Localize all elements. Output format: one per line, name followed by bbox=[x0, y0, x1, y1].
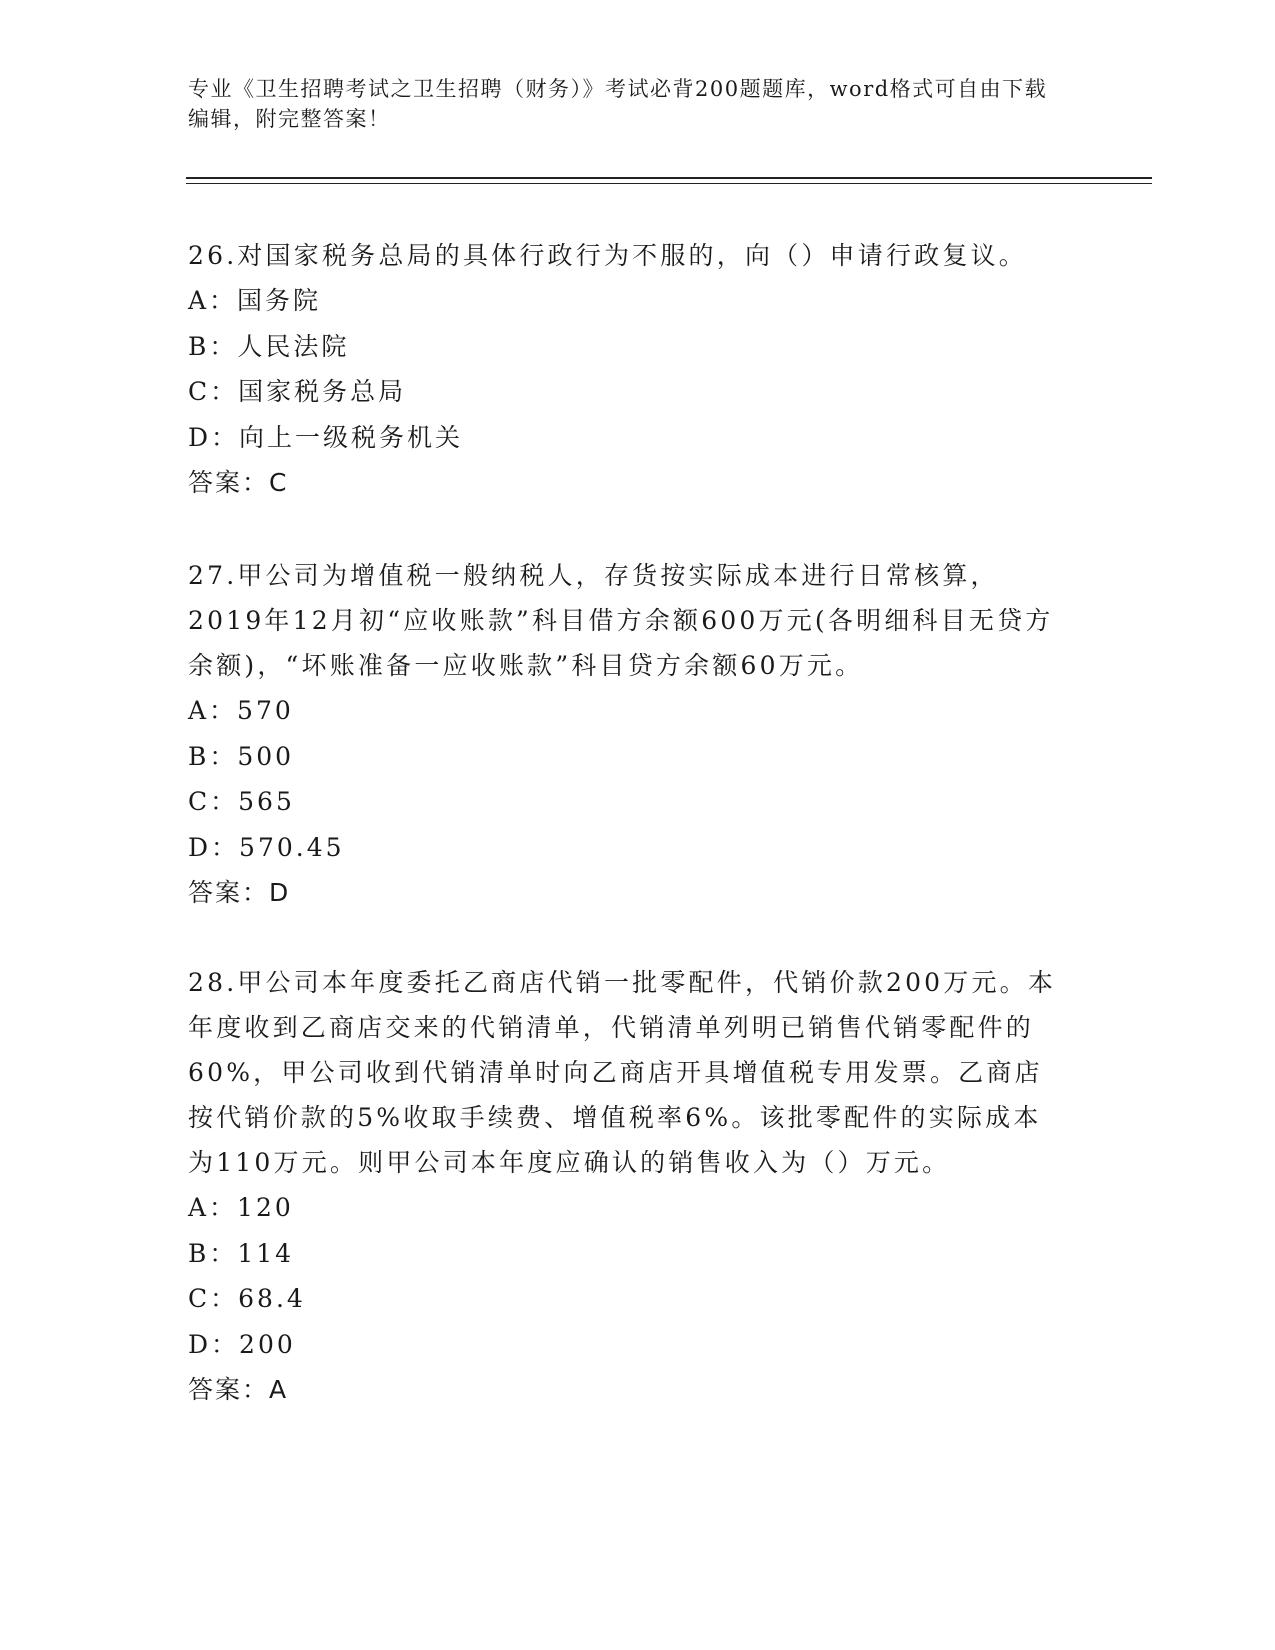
option-c: C：565 bbox=[188, 787, 295, 816]
answer: 答案：D bbox=[188, 878, 291, 907]
header-divider-thin bbox=[186, 183, 1152, 184]
question-26 bbox=[188, 233, 1068, 505]
question-27 bbox=[188, 553, 1068, 915]
document-header: 专业《卫生招聘考试之卫生招聘（财务）》考试必背200题题库，word格式可自由下载编辑，附完整答案！ bbox=[188, 77, 1048, 131]
option-b: B：500 bbox=[188, 741, 295, 771]
question-28 bbox=[188, 960, 1068, 1412]
question-stem: 26.对国家税务总局的具体行政行为不服的，向（）申请行政复议。 bbox=[188, 241, 1027, 270]
question-stem: 28.甲公司本年度委托乙商店代销一批零配件，代销价款200万元。本年度收到乙商店交来的代销清单，代销清单列明已销售代销零配件的60%，甲公司收到代销清单时向乙商店开具增值税专用发票。乙商店按代销价款的5%收取手续费、增值税率6%。该批零配件的实际成本为110万元。则甲公司本年度应确认的销售收入为（）万元。 bbox=[188, 968, 1057, 1177]
option-c: C：68.4 bbox=[188, 1284, 306, 1313]
option-d: D：200 bbox=[188, 1329, 296, 1359]
option-d: D：向上一级税务机关 bbox=[188, 422, 464, 452]
option-d: D：570.45 bbox=[188, 832, 345, 862]
question-stem: 27.甲公司为增值税一般纳税人，存货按实际成本进行日常核算，2019年12月初“应收账款”科目借方余额600万元(各明细科目无贷方余额)，“坏账准备一应收账款”科目贷方余额60万元。 bbox=[188, 561, 1054, 680]
option-c: C：国家税务总局 bbox=[188, 377, 407, 406]
option-a: A：120 bbox=[188, 1193, 294, 1222]
answer: 答案：C bbox=[188, 468, 289, 497]
option-a: A：570 bbox=[188, 696, 294, 725]
option-b: B：人民法院 bbox=[188, 331, 350, 361]
answer: 答案：A bbox=[188, 1375, 289, 1404]
header-divider bbox=[186, 177, 1152, 179]
option-b: B：114 bbox=[188, 1238, 295, 1268]
option-a: A：国务院 bbox=[188, 286, 322, 315]
